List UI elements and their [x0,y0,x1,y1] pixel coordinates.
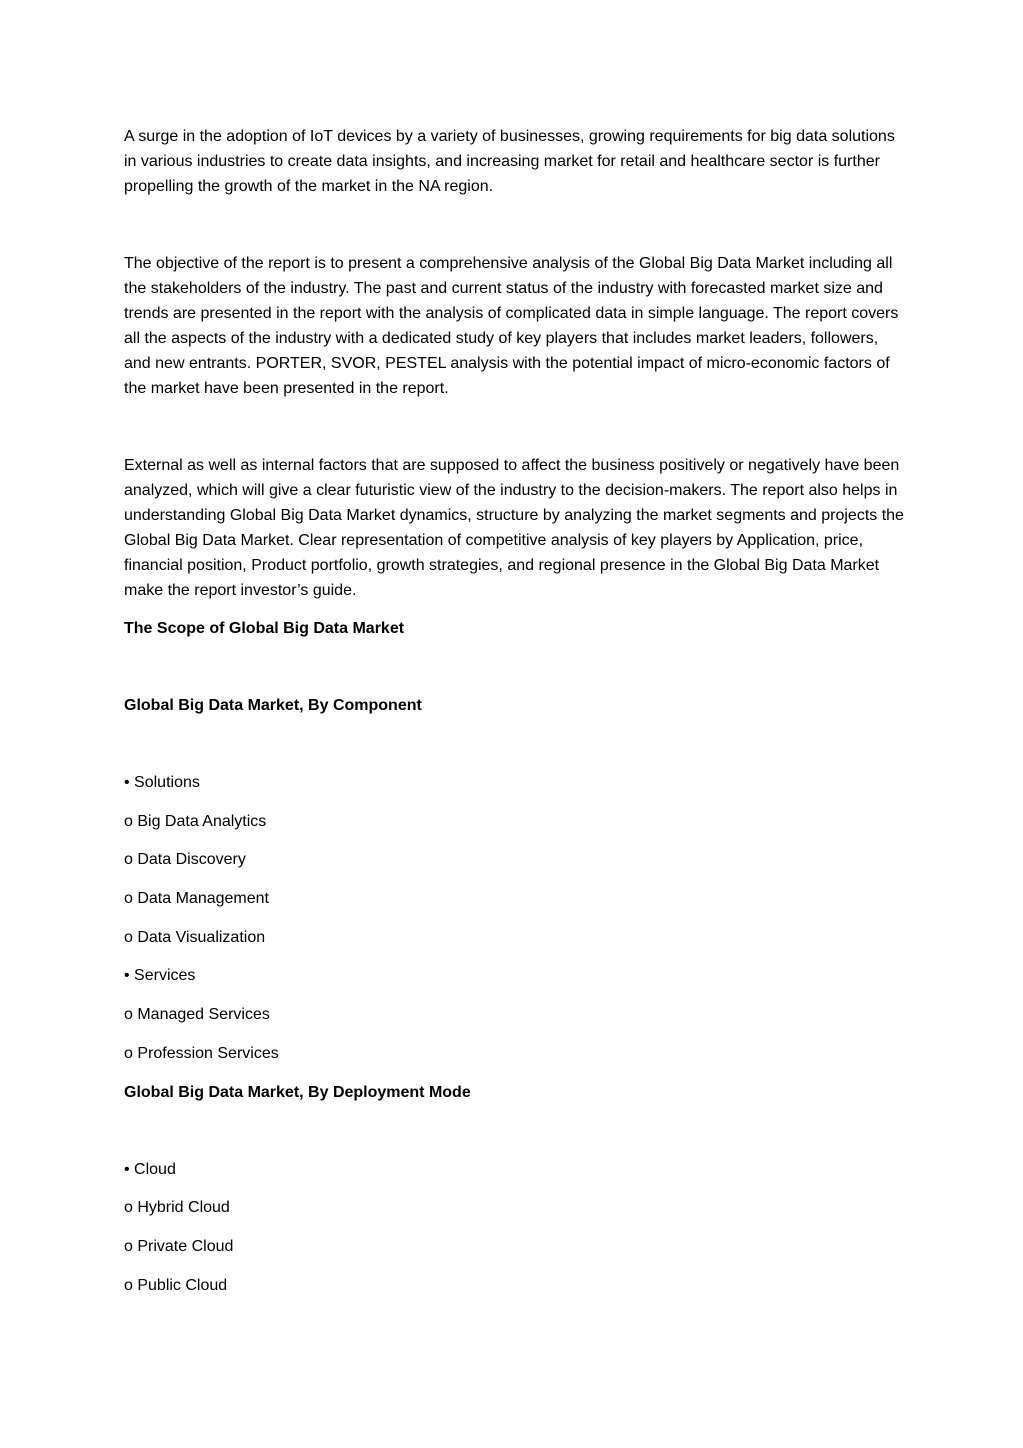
paragraph-external-factors: External as well as internal factors that are supposed to affect the business positively or negatively have been analyzed, which will give a clear futuristic view of the industry to the decision-makers. The report also helps in understanding Global Big Data Market dynamics, structure by analyzing the market segments and projects the Global Big Data Market. Clear representation of competitive analysis of key players by Application, price, financial position, Product portfolio, growth strategies, and regional presence in the Global Big Data Market make the report investor’s guide. [124,457,904,599]
deployment-list [124,1157,904,1298]
list-item: o Data Management [124,890,269,908]
list-item: o Data Discovery [124,851,246,869]
list-item: o Data Visualization [124,928,266,946]
list-item: o Managed Services [124,1006,270,1024]
document-body [124,124,904,1311]
paragraph-iot-adoption: A surge in the adoption of IoT devices by a variety of businesses, growing requirements for big data solutions in various industries to create data insights, and increasing market for retail and healthcare sector is further propelling the growth of the market in the NA region. [124,128,895,195]
list-item: o Private Cloud [124,1237,234,1255]
list-item: • Solutions [124,774,200,791]
paragraph-report-objective: The objective of the report is to present a comprehensive analysis of the Global Big Data Market including all the stakeholders of the industry. The past and current status of the industry with forecasted market size and trends are presented in the report with the analysis of complicated data in simple language. The report covers all the aspects of the industry with a dedicated study of key players that includes market leaders, followers, and new entrants. PORTER, SVOR, PESTEL analysis with the potential impact of micro-economic factors of the market have been presented in the report. [124,255,899,397]
deployment-heading: Global Big Data Market, By Deployment Mode [124,1083,471,1101]
list-item: o Public Cloud [124,1276,228,1294]
list-item: • Cloud [124,1160,176,1178]
list-item: o Profession Services [124,1044,279,1062]
list-item: o Hybrid Cloud [124,1199,230,1217]
list-item: o Big Data Analytics [124,812,267,830]
list-item: • Services [124,967,196,985]
component-heading: Global Big Data Market, By Component [124,697,422,714]
component-list [124,770,904,1066]
scope-heading: The Scope of Global Big Data Market [124,620,405,637]
